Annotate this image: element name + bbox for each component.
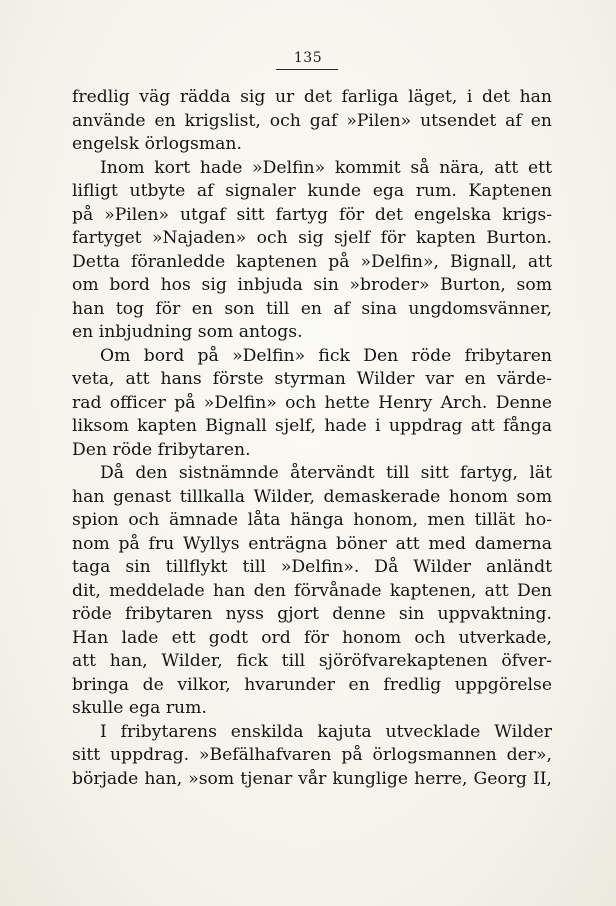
text-line: en inbjudning som antogs. (72, 322, 303, 342)
text-line: Om bord på »Delfin» fick Den röde fribytaren (100, 345, 552, 366)
text-line: liksom kapten Bignall sjelf, hade i uppdrag att fånga (72, 416, 552, 436)
text-line: sitt uppdrag. »Befälhafvaren på örlogsmannen der», (72, 745, 552, 765)
text-line: veta, att hans förste styrman Wilder var en värde- (72, 369, 552, 389)
body-text (72, 86, 552, 791)
text-line: spion och ämnade låta hänga honom, men tillät ho- (72, 510, 552, 530)
text-line: rad officer på »Delfin» och hette Henry Arch. Denne (72, 392, 552, 413)
text-line: röde fribytaren nyss gjort denne sin uppvaktning. (72, 604, 552, 624)
text-line: I fribytarens enskilda kajuta utvecklade Wilder (100, 721, 552, 742)
page-number: 135 (293, 50, 323, 66)
text-line: Han lade ett godt ord för honom och utverkade, (72, 627, 552, 648)
text-line: bringa de vilkor, hvarunder en fredlig uppgörelse (72, 674, 552, 695)
text-line: taga sin tillflykt till »Delfin». Då Wilder anländt (72, 557, 552, 577)
text-line: nom på fru Wyllys enträgna böner att med damerna (72, 533, 552, 554)
text-line: Inom kort hade »Delfin» kommit så nära, att ett (100, 157, 552, 178)
text-line: dit, meddelade han den förvånade kaptenen, att Den (72, 580, 552, 601)
text-line: Den röde fribytaren. (72, 439, 251, 460)
text-line: engelsk örlogsman. (72, 134, 242, 154)
text-line: använde en krigslist, och gaf »Pilen» utsendet af en (72, 110, 552, 131)
text-line: Detta föranledde kaptenen på »Delfin», Bignall, att (72, 251, 552, 272)
text-line: Då den sistnämnde återvändt till sitt fartyg, lät (100, 463, 552, 483)
text-line: lifligt utbyte af signaler kunde ega rum. Kaptenen (72, 181, 552, 201)
text-line: skulle ega rum. (72, 698, 207, 718)
text-line: på »Pilen» utgaf sitt fartyg för det engelska krigs- (72, 204, 552, 225)
text-line: började han, »som tjenar vår kunglige herre, Georg II, (72, 768, 552, 789)
text-line: fredlig väg rädda sig ur det farliga läget, i det han (72, 87, 552, 107)
text-line: fartyget »Najaden» och sig sjelf för kapten Burton. (72, 228, 552, 248)
text-line: om bord hos sig inbjuda sin »broder» Burton, som (72, 275, 552, 295)
text-line: han tog för en son till en af sina ungdomsvänner, (72, 298, 552, 319)
page-number-rule (276, 69, 338, 70)
text-line: att han, Wilder, fick till sjöröfvarekaptenen öfver- (72, 651, 552, 671)
text-line: han genast tillkalla Wilder, demaskerade honom som (72, 486, 552, 507)
